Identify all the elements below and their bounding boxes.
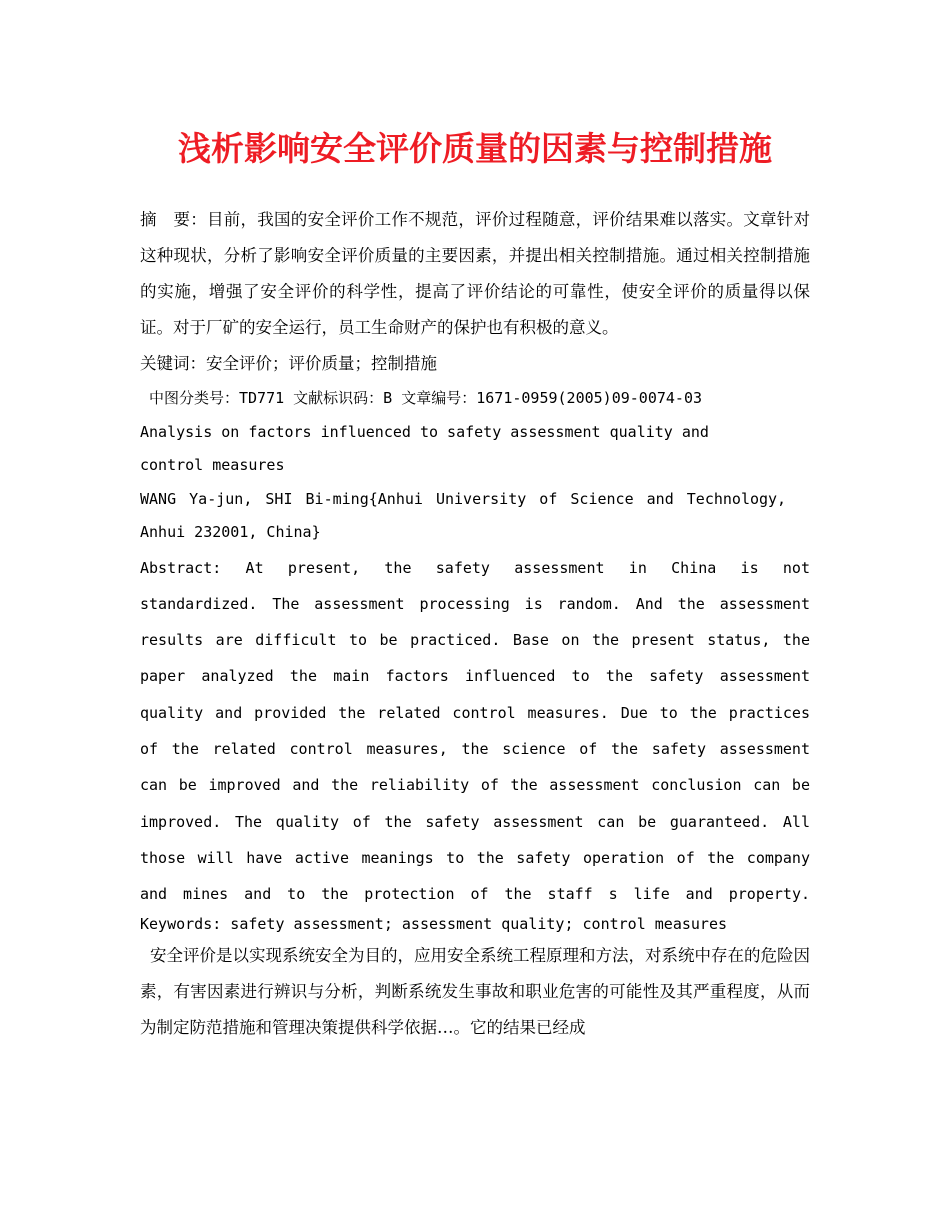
classification-line: 中图分类号：TD771 文献标识码：B 文章编号：1671-0959(2005)09-0074-03: [149, 389, 703, 407]
english-title-line-1: Analysis on factors influenced to safety assessment quality and: [140, 422, 709, 441]
abstract-zh: 摘 要：目前，我国的安全评价工作不规范，评价过程随意，评价结果难以落实。文章针对这种现状，分析了影响安全评价质量的主要因素，并提出相关控制措施。通过相关控制措施的实施，增强了安全评价的科学性，提高了评价结论的可靠性，使安全评价的质量得以保证。对于厂矿的安全运行，员工生命财产的保护也有积极的意义。: [140, 210, 810, 337]
document-content: [140, 202, 810, 1046]
keywords-zh: 关键词：安全评价；评价质量；控制措施: [140, 354, 437, 373]
keywords-en: Keywords: safety assessment; assessment quality; control measures: [140, 915, 727, 934]
body-paragraph-1: 安全评价是以实现系统安全为目的，应用安全系统工程原理和方法，对系统中存在的危险因素，有害因素进行辨识与分析，判断系统发生事故和职业危害的可能性及其严重程度，从而为制定防范措施和管理决策提供科学依据…。它的结果已经成: [140, 946, 810, 1038]
english-authors: WANG Ya-jun, SHI Bi-ming{Anhui University of Science and Technology,: [140, 489, 787, 508]
document-title: 浅析影响安全评价质量的因素与控制措施: [178, 129, 772, 168]
english-title-line-2: control measures: [140, 456, 285, 474]
abstract-en: Abstract: At present, the safety assessment in China is not standardized. The assessment processing is random. And the assessment results are difficult to be practiced. Base on the present status, the paper analyzed the main factors influenced to the safety assessment quality and provided the related control measures. Due to the practices of the related control measures, the science of the safety assessment can be improved and the reliability of the assessment conclusion can be improved. The quality of the safety assessment can be guaranteed. All those will have active meanings to the safety operation of the company and mines and to the protection of the staff s life and property.: [140, 558, 810, 904]
english-affiliation: Anhui 232001, China}: [140, 523, 321, 541]
